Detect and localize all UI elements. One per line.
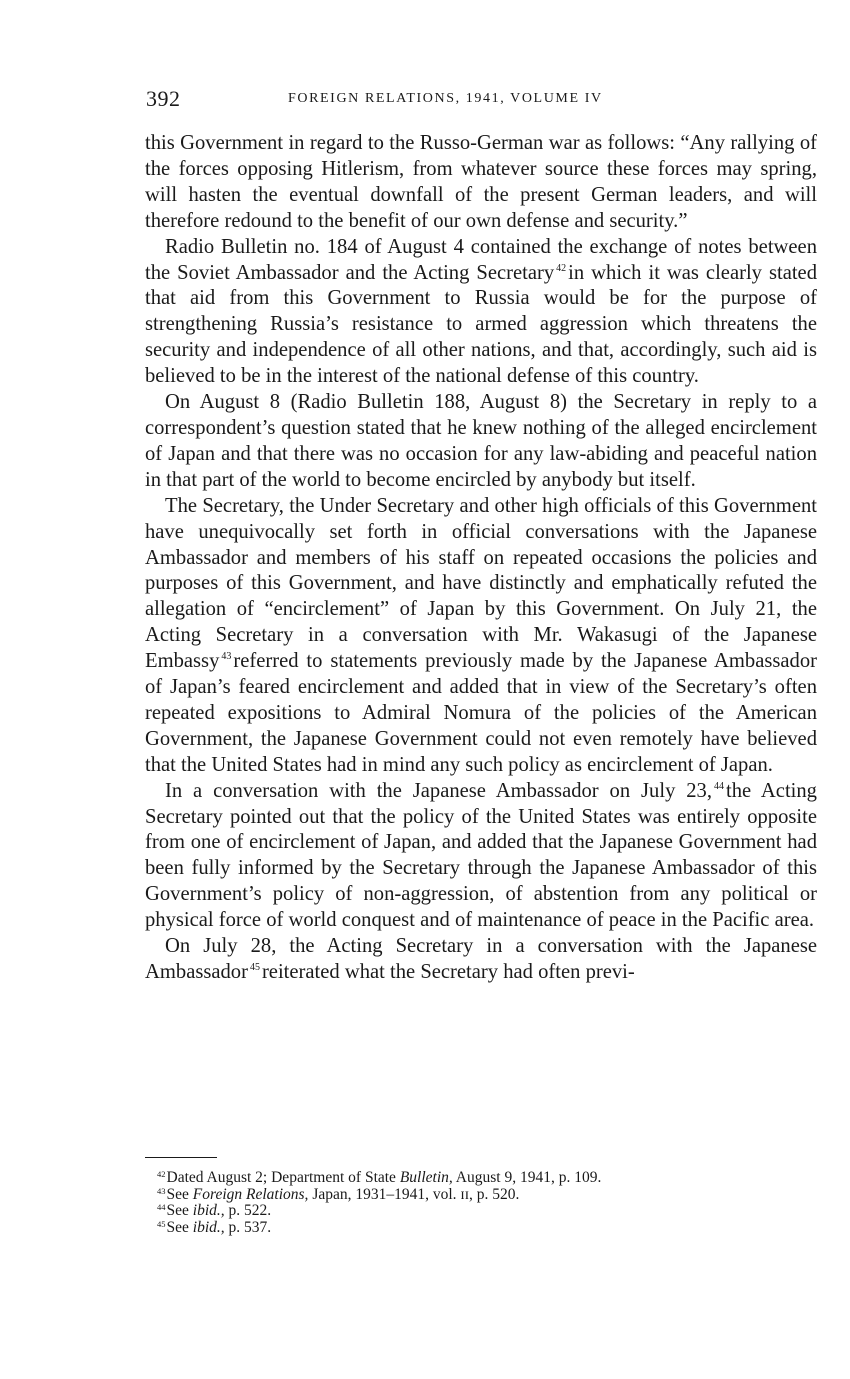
footnote-44 [157, 1203, 797, 1220]
footnote-text: See [166, 1218, 193, 1236]
footnote-43 [157, 1187, 797, 1204]
footnote-ref-42: 42 [556, 262, 567, 274]
footnote-text: p. 537. [224, 1218, 272, 1236]
paragraph-1-text: this Government in regard to the Russo-German war as follows: “Any rallying of the forces opposing Hitlerism, from whatever source these forces may spring, will hasten the eventual downfall of the present German leaders, and will therefore redound to the benefit of our own defense and security.” [145, 132, 817, 232]
footnotes [157, 1170, 797, 1236]
footnote-42 [157, 1170, 797, 1187]
paragraph-5 [145, 779, 817, 934]
footnote-text: Japan, 1931–1941, vol. ɪɪ, p. 520. [308, 1185, 520, 1203]
running-head: FOREIGN RELATIONS, 1941, VOLUME IV [288, 91, 603, 106]
paragraph-6-text-a: On July 28, the Acting Secretary in a conversation with the Japanese Ambassador [145, 935, 817, 983]
paragraph-4 [145, 494, 817, 779]
footnote-ref-45: 45 [249, 962, 260, 973]
footnote-mark: 45 [157, 1218, 166, 1229]
page-number: 392 [146, 86, 181, 111]
body-text [145, 131, 817, 986]
paragraph-5-text-b: the Acting Secretary pointed out that the policy of the United States was entirely opposite from one of encirclement of Japan, and added that the Japanese Government had been fully informed by the Secretary through the Japanese Ambassador of this Government’s policy of non-aggression, of abstention from any political or physical force of world conquest and of maintenance of peace in the Pacific area. [145, 779, 817, 932]
paragraph-6-text-b: reiterated what the Secretary had often previ- [261, 961, 635, 983]
footnote-ref-44: 44 [714, 780, 725, 792]
paragraph-6 [145, 934, 817, 986]
paragraph-1 [145, 131, 817, 235]
footnote-text: See [166, 1202, 193, 1219]
paragraph-4-text-a: The Secretary, the Under Secretary and other high officials of this Government have unequivocally set forth in official conversations with the Japanese Ambassador and members of his staff on repeated occasions the policies and purposes of this Government, and have distinctly and emphatically refuted the allegation of “encirclement” of Japan by this Government. On July 21, the Acting Secretary in a conversation with Mr. Wakasugi of the Japanese Embassy [145, 494, 817, 673]
paragraph-3 [145, 390, 817, 494]
footnote-italic: ibid., [192, 1202, 225, 1219]
footnote-text: Dated August 2; Department of State [166, 1169, 400, 1186]
footnote-italic: ibid., [192, 1218, 225, 1236]
footnote-mark: 43 [157, 1185, 166, 1196]
paragraph-5-text-a: In a conversation with the Japanese Ambassador on July 23, [165, 779, 713, 802]
footnote-mark: 44 [157, 1202, 166, 1212]
footnote-divider [145, 1157, 217, 1158]
paragraph-2-text-a: Radio Bulletin no. 184 of August 4 contained the exchange of notes between the Soviet Ambassador and the Acting Secretary [145, 235, 817, 284]
footnote-italic: Bulletin, [399, 1169, 453, 1186]
paragraph-3-text: On August 8 (Radio Bulletin 188, August 8) the Secretary in reply to a correspondent’s question stated that he knew nothing of the alleged encirclement of Japan and that there was no occasion for any law-abiding and peaceful nation in that part of the world to become encircled by anybody but itself. [145, 391, 817, 491]
paragraph-4-text-b: referred to statements previously made by the Japanese Ambassador of Japan’s feared encirclement and added that in view of the Secretary’s often repeated expositions to Admiral Nomura of the policies of the American Government, the Japanese Government could not even remotely have believed that the United States had in mind any such policy as encirclement of Japan. [145, 650, 817, 776]
paragraph-2 [145, 235, 817, 390]
footnote-text: August 9, 1941, p. 109. [452, 1169, 602, 1186]
footnote-italic: Foreign Relations, [192, 1185, 309, 1203]
footnote-45 [157, 1220, 797, 1237]
footnote-ref-43: 43 [221, 651, 232, 663]
footnote-mark: 42 [157, 1169, 166, 1179]
paragraph-2-text-b: in which it was clearly stated that aid from this Government to Russia would be for the purpose of strengthening Russia’s resistance to armed aggression which threatens the security and independence of all other nations, and that, accordingly, such aid is believed to be in the interest of the national defense of this country. [145, 261, 817, 388]
footnote-text: See [166, 1185, 193, 1203]
footnote-text: p. 522. [224, 1202, 272, 1219]
